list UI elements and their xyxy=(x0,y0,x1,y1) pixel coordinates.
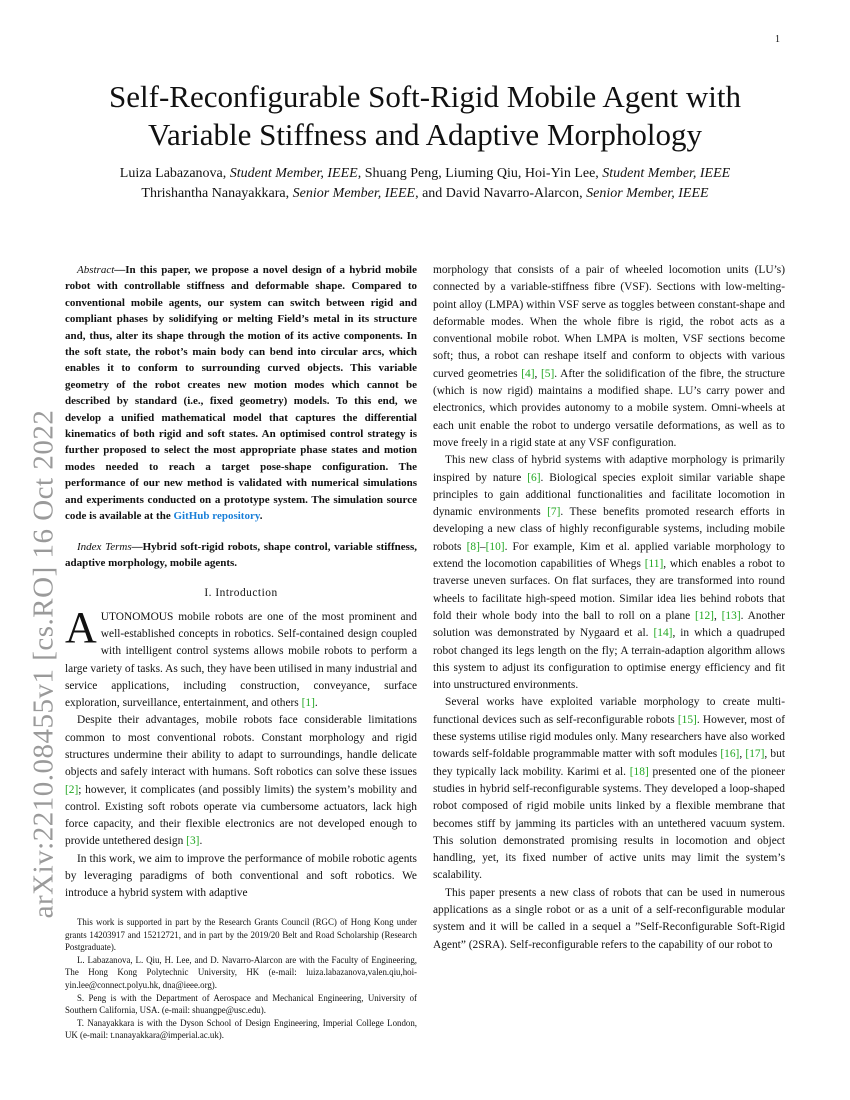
paragraph-text: Despite their advantages, mobile robots face considerable limitations common to most conventional robots. Constant morphology and rigid structures undermine their ability to adapt to surroundings, handle delicate objects and safely interact with humans. Soft robotics can solve these issues xyxy=(65,714,417,779)
abstract-tail: . xyxy=(259,510,263,523)
drop-cap-letter: A xyxy=(65,602,97,652)
index-terms-body: —Hybrid soft-rigid robots, shape control, variable stiffness, adaptive morphology, mobile agents. xyxy=(65,540,417,569)
author-names: Luiza Labazanova, xyxy=(119,166,230,181)
page-number: 1 xyxy=(775,34,780,45)
arxiv-identifier-stamp: arXiv:2210.08455v1 [cs.RO] 16 Oct 2022 xyxy=(27,409,60,919)
author-names: , Shuang Peng, Liuming Qiu, Hoi-Yin Lee, xyxy=(357,166,603,181)
paragraph-text: . After the solidification of the fibre, the structure (which is now rigid) maintains a modified shape. LU’s carry power and electronics, which provides autonomy to a mobile system. Omni-wheels at each unit enable the robot to undergo versatile deformations, as well as to move freely in a rigid state at any VSF configuration. xyxy=(433,367,785,449)
paragraph-text: UTONOMOUS mobile robots are one of the most prominent and well-established concepts in robotics. Self-contained design coupled with intelligent control systems allows mobile robots to perform a large variety of tasks. As such, they have been utilised in many industrial and service applications, including construction, conveyance, surface exploration, surveillance, entertainment, and others xyxy=(65,610,417,710)
paragraph-text: , xyxy=(534,367,541,380)
footnote-affiliation-polyu: L. Labazanova, L. Qiu, H. Lee, and D. Navarro-Alarcon are with the Faculty of Engineering, The Hong Kong Polytechnic University, HK (e-mail: luiza.labazanova,valen.qiu,hoi-yin.lee@connect.polyu.hk, dna@ieee.org). xyxy=(65,954,417,990)
citation-link[interactable]: [11] xyxy=(644,558,664,571)
paragraph-text: , xyxy=(713,609,722,622)
citation-link[interactable]: [13] xyxy=(721,609,741,622)
paragraph-text: . xyxy=(199,835,203,848)
right-paragraph-1 xyxy=(433,262,785,452)
paragraph-text: presented one of the pioneer studies in hybrid self-reconfigurable systems. They developed a loop-shaped robot composed of rigid mobile units linked by a flexible membrane that becomes stiff by jamming its particles with an untethered vacuum system. This solution demonstrated promising results in locomotion and object handling, yet, its fixed number of active units may limit the system’s scalability. xyxy=(433,765,786,882)
citation-link[interactable]: [2] xyxy=(65,783,79,796)
intro-paragraph-1 xyxy=(65,602,417,713)
author-line-1 xyxy=(60,164,790,184)
index-terms-label: Index Terms xyxy=(77,540,132,553)
paragraph-text: morphology that consists of a pair of wheeled locomotion units (LU’s) connected by a variable-stiffness fibre (VSF). Sections with low-melting-point alloy (LMPA) within VSF serve as toggles between constant-shape and deformable modes. When the whole fibre is rigid, the robot acts as a conventional mobile robot. When LMPA is molten, VSF sections become soft; thus, a robot can reshape itself and conform to objects with various curved geometries xyxy=(433,264,785,380)
paragraph-text: . Biological species exploit similar variable shape principles to gain additional functionalities and facilitate locomotion in dynamic environments xyxy=(433,471,786,519)
author-list xyxy=(60,164,790,204)
abstract-body: —In this paper, we propose a novel design of a hybrid mobile robot with controllable stiffness and deformable shape. Compared to conventional mobile agents, our system can switch between rigid and compliant phases by solidifying or melting Field’s metal in its structure and, thus, alter its shape through the motion of its active components. In the soft state, the robot’s main body can bend into circular arcs, which enables it to conform to surrounding curved objects. This variable geometry of the robot creates new motion modes which cannot be described by standard (i.e., fixed geometry) models. To this end, we develop a unified mathematical model that captures the differential kinematics of both rigid and soft states. An optimised control strategy is further proposed to select the most appropriate phase states and motion modes needed to reach a target pose-shape configuration. The performance of our new method is validated with numerical simulations and experiments conducted on a prototype system. The simulation source code is available at the xyxy=(65,264,417,523)
right-column xyxy=(433,262,785,954)
citation-link[interactable]: [8] xyxy=(466,540,480,553)
author-membership: Senior Member, IEEE xyxy=(586,186,709,201)
index-terms xyxy=(65,539,417,572)
section-heading-introduction: I. Introduction xyxy=(204,587,278,600)
paragraph-text: This new class of hybrid systems with adaptive morphology is primarily inspired by nature xyxy=(433,454,785,484)
paragraph-text: . Another solution was demonstrated by Nygaard et al. xyxy=(433,609,785,640)
footnotes xyxy=(65,916,417,1042)
citation-link[interactable]: [5] xyxy=(540,367,555,380)
citation-link[interactable]: [4] xyxy=(521,367,535,380)
author-line-2 xyxy=(60,184,790,204)
paragraph-text: – xyxy=(479,540,486,553)
footnote-funding: This work is supported in part by the Research Grants Council (RGC) of Hong Kong under grants 14203917 and 15212721, and in part by the 2019/20 Belt and Road Scholarship (Research Postgraduate). xyxy=(65,917,417,953)
paper-title-line-1: Self-Reconfigurable Soft-Rigid Mobile Agent with xyxy=(109,79,741,114)
citation-link[interactable]: [6] xyxy=(527,471,541,484)
left-column xyxy=(65,262,417,903)
citation-link[interactable]: [3] xyxy=(186,835,200,848)
citation-link[interactable]: [12] xyxy=(695,609,714,622)
footnote-affiliation-imperial: T. Nanayakkara is with the Dyson School of Design Engineering, Imperial College London, UK (e-mail: t.nanayakkara@imperial.ac.uk). xyxy=(65,1017,417,1041)
abstract-label: Abstract xyxy=(77,264,115,276)
right-paragraph-2 xyxy=(433,452,785,694)
citation-link[interactable]: [17] xyxy=(745,748,765,761)
author-names: , and David Navarro-Alarcon, xyxy=(415,186,587,201)
paragraph-text: Several works have exploited variable morphology to create multi-functional devices such as self-reconfigurable robots xyxy=(433,696,785,726)
paragraph-text: ; however, it complicates (and possibly limits) the system’s mobility and control. Existing soft robots operate via cumbersome actuators, lack high force capacity, and their flexible electronics are not developed enough to provide untethered design xyxy=(65,783,417,848)
paper-title-line-2: Variable Stiffness and Adaptive Morphology xyxy=(148,117,702,152)
paragraph-text: , xyxy=(739,748,746,761)
right-paragraph-3 xyxy=(433,694,785,884)
author-membership: Student Member, IEEE xyxy=(602,166,731,181)
paragraph-text: , in which a quadruped robot changed its legs length on the fly; A terrain-adaption algorithm allows this system to adjust its configuration to optimise energy efficiency and fit into unstructured environments. xyxy=(433,627,785,692)
citation-link[interactable]: [7] xyxy=(547,506,561,519)
paragraph-text: . However, most of these systems utilise rigid modules only. Many researchers have also worked towards self-foldable programmable matter with soft modules xyxy=(433,713,786,761)
paragraph-text: . These benefits promoted research efforts in developing a new class of highly reconfigurable systems, including mobile robots xyxy=(433,506,785,553)
citation-link[interactable]: [16] xyxy=(720,748,740,761)
paragraph-text: . For example, Kim et al. applied variable morphology to extend the locomotion capabilities of Whegs xyxy=(433,540,785,571)
author-names: Thrishantha Nanayakkara, xyxy=(141,186,293,201)
footnote-affiliation-usc: S. Peng is with the Department of Aerospace and Mechanical Engineering, University of Southern California, USA. (e-mail: shuangpe@usc.edu). xyxy=(65,992,417,1016)
intro-paragraph-3: In this work, we aim to improve the performance of mobile robotic agents by leveraging paradigms of both conventional and soft robotics. We introduce a hybrid system with adaptive xyxy=(65,852,417,900)
intro-paragraph-2 xyxy=(65,712,417,850)
author-membership: Senior Member, IEEE xyxy=(292,186,416,201)
author-membership: Student Member, IEEE xyxy=(229,166,358,181)
citation-link[interactable]: [1] xyxy=(301,697,315,710)
right-paragraph-4: This paper presents a new class of robots that can be used in numerous applications as a single robot or as a unit of a self-reconfigurable modular system and it will be called in a sequel a ”Self-Reconfigurable Soft-Rigid Agent” (2SRA). Self-reconfigurable refers to the capability of our robot to xyxy=(433,886,785,951)
github-repository-link[interactable]: GitHub repository xyxy=(173,510,260,523)
paragraph-text: . xyxy=(314,697,318,710)
paper-title xyxy=(60,78,790,154)
abstract xyxy=(65,262,417,525)
paragraph-text: , but they typically lack mobility. Karimi et al. xyxy=(433,748,785,778)
citation-link[interactable]: [18] xyxy=(629,765,649,778)
citation-link[interactable]: [10] xyxy=(485,540,505,553)
paragraph-text: , which enables a robot to traverse uneven surfaces. On flat surfaces, they are transformed into round wheels to facilitate high-speed motion. Similar idea lies behind robots that fold their whole body into the ball to roll on a plane xyxy=(433,558,785,622)
citation-link[interactable]: [15] xyxy=(677,713,697,726)
citation-link[interactable]: [14] xyxy=(653,627,673,640)
